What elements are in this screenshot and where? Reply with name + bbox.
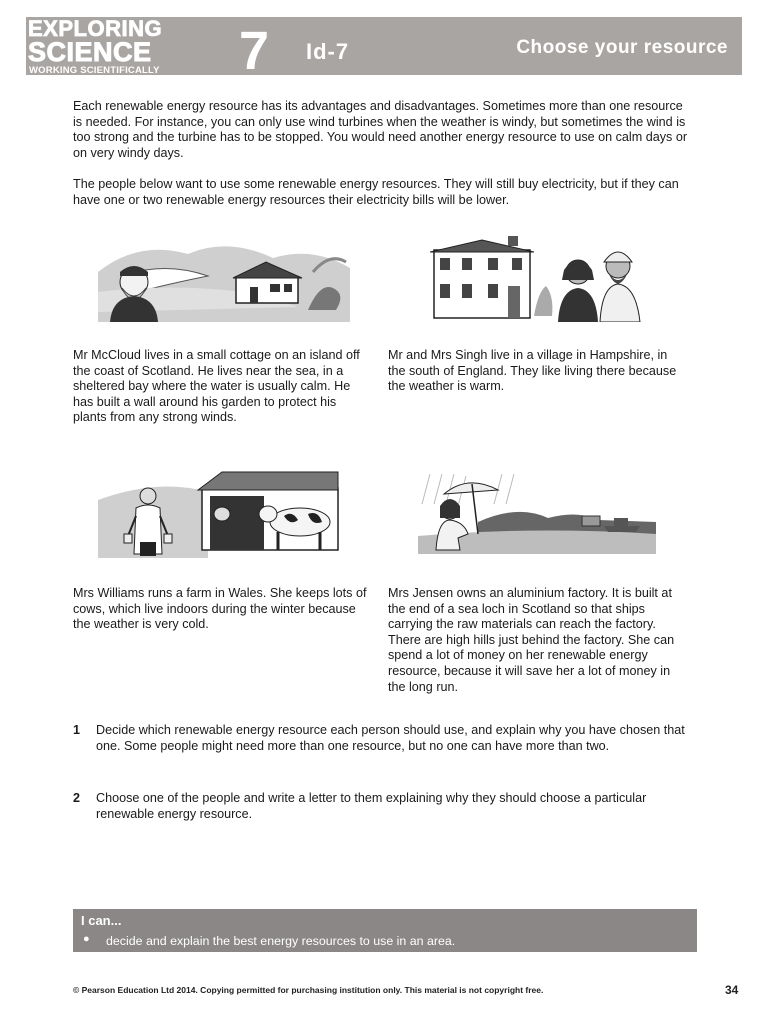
task-1-text: Decide which renewable energy resource each person should use, and explain why you have chosen that one. Some people might need more than one resource, but no one can have more than two. (96, 723, 685, 753)
header-bar (26, 17, 742, 75)
page-title: Choose your resource (516, 37, 728, 58)
intro-paragraph-1: Each renewable energy resource has its advantages and disadvantages. Sometimes more than one resource is needed. For instance, you can only use wind turbines when the weather is windy, but sometimes the wind is too strong and the turbine has to be stopped. You would need another energy resource to use on calm days or on very windy days. (73, 99, 688, 160)
logo-number: 7 (239, 21, 270, 75)
copyright-notice: © Pearson Education Ltd 2014. Copying permitted for purchasing institution only. This material is not copyright free. (73, 985, 544, 995)
mrs-williams-illustration (98, 466, 342, 558)
i-can-box (73, 909, 697, 952)
exploring-science-logo (26, 17, 276, 75)
mrs-williams-description: Mrs Williams runs a farm in Wales. She keeps lots of cows, which live indoors during the winter because the weather is very cold. (73, 586, 367, 632)
worksheet-code: Id-7 (306, 39, 350, 64)
logo-line2: SCIENCE (28, 37, 152, 67)
i-can-title: I can... (81, 913, 122, 928)
task-1-number: 1 (73, 723, 81, 737)
mr-mccloud-illustration (98, 232, 350, 322)
bullet-icon: ● (83, 933, 90, 945)
logo-line1: EXPLORING (28, 17, 163, 41)
logo-line3: WORKING SCIENTIFICALLY (29, 65, 160, 75)
mrs-jensen-description: Mrs Jensen owns an aluminium factory. It is built at the end of a sea loch in Scotland so that ships carrying the raw materials can reach the factory. There are high hills just behind the factory. She can spend a lot of money on her renewable energy resource, because it will save her a lot of money in the long run. (388, 586, 675, 694)
mr-mrs-singh-description: Mr and Mrs Singh live in a village in Hampshire, in the south of England. They like living there because the weather is warm. (388, 348, 677, 394)
mr-mrs-singh-illustration (430, 236, 642, 322)
mr-mccloud-description: Mr McCloud lives in a small cottage on an island off the coast of Scotland. He lives near the sea, in a sheltered bay where the water is usually calm. He has built a wall around his garden to protect his plants from any strong winds. (73, 348, 360, 425)
task-2 (73, 791, 693, 822)
intro-paragraph-2: The people below want to use some renewable energy resources. They will still buy electricity, but if they can have one or two renewable energy resources their electricity bills will be lower. (73, 177, 679, 207)
mrs-jensen-illustration (418, 474, 656, 554)
i-can-item: decide and explain the best energy resources to use in an area. (106, 934, 456, 948)
page-number: 34 (725, 983, 739, 997)
task-2-text: Choose one of the people and write a letter to them explaining why they should choose a particular renewable energy resource. (96, 791, 647, 821)
task-1 (73, 723, 693, 754)
task-2-number: 2 (73, 791, 81, 805)
